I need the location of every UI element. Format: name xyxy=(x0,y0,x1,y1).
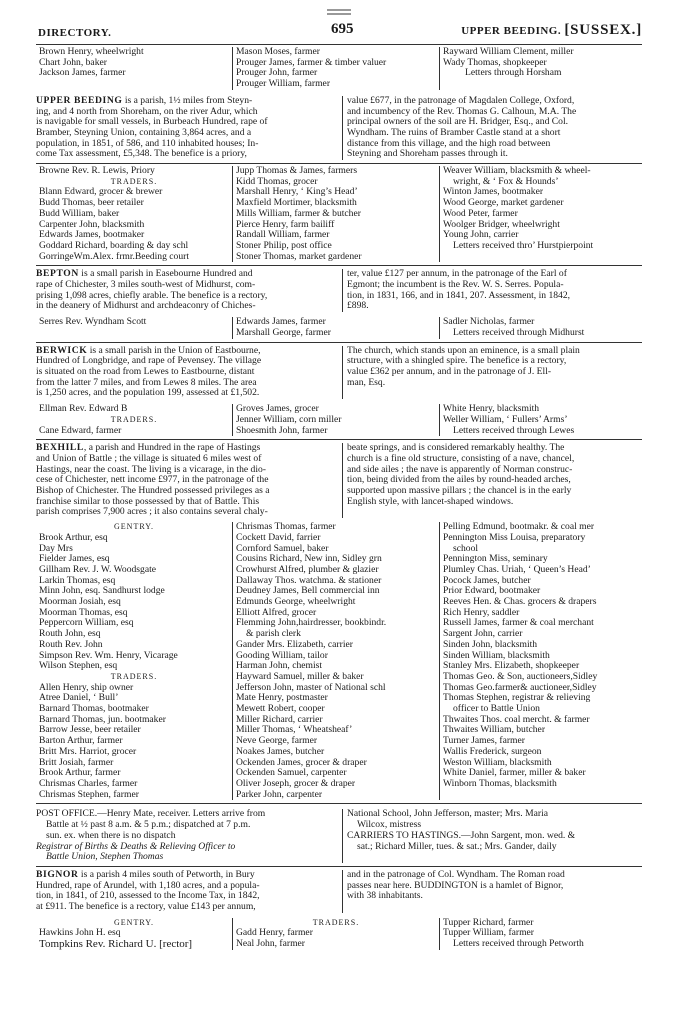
list-item: Wallis Frederick, surgeon xyxy=(443,746,542,757)
list-item: Cousins Richard, New inn, Sidley grn xyxy=(236,554,382,565)
list-item: Goddard Richard, boarding & day schl xyxy=(39,240,189,251)
list-item: Prior Edward, bootmaker xyxy=(443,586,541,597)
text-line: supported upon massive pillars ; the chancel is in the early xyxy=(347,486,572,497)
list-item: Neve George, farmer xyxy=(236,736,318,747)
list-item: Sinden John, blacksmith xyxy=(443,639,538,650)
text-line: tion, in 1841, of 210, assessed to the Income Tax, in 1842, xyxy=(36,891,260,902)
text-line: cese of Chichester, nett income £977, in the patronage of the xyxy=(36,475,269,486)
list-item: Allen Henry, ship owner xyxy=(39,682,134,693)
list-item: Groves James, grocer xyxy=(236,404,319,415)
list-item: Thomas Stephen, registrar & relieving xyxy=(443,693,591,704)
text-line: is a parish 4 miles south of Petworth, in Bury xyxy=(78,869,255,880)
ornament-rule xyxy=(325,8,353,16)
list-item: White Daniel, farmer, miller & baker xyxy=(443,768,586,779)
list-item: Britt Josiah, farmer xyxy=(39,757,114,768)
list-item: Kidd Thomas, grocer xyxy=(236,176,318,187)
list-item: Miller Richard, carrier xyxy=(236,714,323,725)
text-line: and in the patronage of Col. Wyndham. The Roman road xyxy=(347,869,565,880)
list-item: Crowhurst Alfred, plumber & glazier xyxy=(236,564,379,575)
place-name: BIGNOR xyxy=(36,869,79,880)
list-item: Jefferson John, master of National schl xyxy=(236,682,386,693)
bepton-description xyxy=(36,269,642,312)
list-item: Edwards James, farmer xyxy=(236,317,326,328)
list-item: Turner James, farmer xyxy=(443,736,525,747)
list-item: & parish clerk xyxy=(246,629,301,640)
list-item: Harman John, chemist xyxy=(236,661,323,672)
text-line: church is a fine old structure, consisting of a nave, chancel, xyxy=(347,453,575,464)
list-col-2 xyxy=(232,47,439,90)
list-item: Hawkins John H. esq xyxy=(39,928,121,939)
list-item: Pennington Miss, seminary xyxy=(443,554,548,565)
place-name: BERWICK xyxy=(36,345,88,356)
list-item: Fielder James, esq xyxy=(39,554,110,565)
list-item: Marshall Henry, ‘ King’s Head’ xyxy=(236,187,358,198)
list-item: Browne Rev. R. Lewis, Priory xyxy=(39,166,155,177)
list-item: Atree Daniel, ‘ Bull’ xyxy=(39,693,119,704)
list-item: Thomas Geo. & Son, auctioneers,Sidley xyxy=(443,671,598,682)
text-line: man, Esq. xyxy=(347,377,386,388)
place-name: UPPER BEEDING xyxy=(36,95,123,106)
list-item: Hayward Samuel, miller & baker xyxy=(236,671,364,682)
list-item: Chrismas Charles, farmer xyxy=(39,779,138,789)
list-item: Winton James, bootmaker xyxy=(443,187,544,198)
text-line: is situated on the road from Lewes to Eastbourne, distant xyxy=(36,366,255,377)
list-item: Jackson James, farmer xyxy=(39,68,126,79)
text-line: , a parish and Hundred in the rape of Hastings xyxy=(83,443,261,454)
bexhill-list xyxy=(36,522,642,800)
list-item: Wood George, market gardener xyxy=(443,198,564,209)
section-label: TRADERS. xyxy=(110,414,158,424)
list-item: Deudney James, Bell commercial inn xyxy=(236,586,380,597)
text-line: Registrar of Births & Deaths & Relieving Officer to xyxy=(36,841,236,852)
text-line: passes near here. BUDDINGTON is a hamlet of Bignor, xyxy=(347,880,564,891)
place-name: BEPTON xyxy=(36,269,79,280)
list-item: Jenner William, corn miller xyxy=(236,414,342,425)
list-item: Prouger John, farmer xyxy=(236,68,318,79)
text-line: with 38 inhabitants. xyxy=(347,891,423,902)
list-item: Young John, carrier xyxy=(443,230,519,241)
list-item: Reeves Hen. & Chas. grocers & drapers xyxy=(443,597,597,608)
list-item: Weller William, ‘ Fullers’ Arms’ xyxy=(443,414,568,425)
list-item: Britt Mrs. Harriot, grocer xyxy=(39,746,137,757)
text-line: Battle Union, Stephen Thomas xyxy=(46,852,164,863)
bignor-description xyxy=(36,870,642,913)
running-head-county: [SUSSEX.] xyxy=(564,22,642,38)
list-item: Cockett David, farrier xyxy=(236,532,321,543)
text-line: Egmont; the incumbent is the Rev. W. S. Serres. Popula- xyxy=(347,280,564,291)
list-item: Elliott Alfred, grocer xyxy=(236,607,317,618)
list-item: GorringeWm.Alex. frmr.Beeding court xyxy=(39,251,189,262)
page-header xyxy=(36,21,642,44)
list-item: Plumley Chas. Uriah, ‘ Queen’s Head’ xyxy=(443,564,591,575)
upper-beeding-cont-list xyxy=(36,47,642,90)
list-item: Peppercorn William, esq xyxy=(39,618,134,629)
list-item: Maxfield Mortimer, blacksmith xyxy=(236,198,357,209)
list-item: Moorman Josiah, esq xyxy=(39,597,121,608)
list-item: Letters received thro’ Hurstpierpoint xyxy=(453,240,594,251)
list-item: Tompkins Rev. Richard U. [rector] xyxy=(39,939,193,950)
text-line: POST OFFICE.—Henry Mate, receiver. Letters arrive from xyxy=(36,809,266,820)
list-item: Simpson Rev. Wm. Henry, Vicarage xyxy=(39,650,178,661)
text-line: sun. ex. when there is no dispatch xyxy=(46,830,176,841)
text-line: and incumbency of the Rev. Thomas G. Calhoun, M.A. The xyxy=(347,106,577,117)
list-item: White Henry, blacksmith xyxy=(443,404,540,415)
list-item: Mason Moses, farmer xyxy=(236,47,320,57)
list-item: Carpenter John, blacksmith xyxy=(39,219,145,230)
list-item: Cornford Samuel, baker xyxy=(236,543,329,554)
list-item: Dallaway Thos. watchma. & stationer xyxy=(236,575,382,586)
list-item: Gadd Henry, farmer xyxy=(236,928,313,939)
running-head-right xyxy=(461,22,642,38)
list-item: Tupper William, farmer xyxy=(443,928,535,939)
list-item: Letters through Horsham xyxy=(465,68,562,79)
list-item: Barnard Thomas, jun. bootmaker xyxy=(39,714,166,725)
list-item: Edwards James, bootmaker xyxy=(39,230,145,241)
list-item: Winborn Thomas, blacksmith xyxy=(443,779,557,789)
list-item: Weaver William, blacksmith & wheel- xyxy=(443,166,591,177)
list-col-1 xyxy=(36,47,232,90)
text-line: tion, being divided from the ailes by round-headed arches, xyxy=(347,475,571,486)
berwick-list xyxy=(36,404,642,436)
text-line: ter, value £127 per annum, in the patronage of the Earl of xyxy=(347,269,567,280)
text-line: Bishop of Chichester. The Hundred possessed privileges as a xyxy=(36,486,270,497)
list-item: Ockenden Samuel, carpenter xyxy=(236,768,347,779)
text-line: Steyning and Shoreham passes through it. xyxy=(347,149,508,160)
text-line: is a small parish in Easebourne Hundred and xyxy=(78,269,253,280)
section-label: TRADERS. xyxy=(110,671,158,681)
text-line: structure, with a shingled spire. The benefice is a rectory, xyxy=(347,356,567,367)
list-item: Minn John, esq. Sandhurst lodge xyxy=(39,586,165,597)
list-item: Neal John, farmer xyxy=(236,939,305,950)
text-line: sat.; Richard Miller, tues. & sat.; Mrs. Gander, daily xyxy=(357,841,557,852)
text-line: is navigable for small vessels, in Burbeach Hundred, rape of xyxy=(36,117,268,128)
running-head-place: UPPER BEEDING. xyxy=(461,25,562,37)
list-item: Thomas Geo.farmer& auctioneer,Sidley xyxy=(443,682,597,693)
berwick-description xyxy=(36,346,642,400)
text-line: Hundred, rape of Arundel, with 1,180 acres, and a popula- xyxy=(36,880,260,891)
list-item: Miller Thomas, ‘ Wheatsheaf’ xyxy=(236,725,353,736)
list-item: Rich Henry, saddler xyxy=(443,607,520,618)
list-item: Brook Arthur, farmer xyxy=(39,768,121,779)
list-item: Day Mrs xyxy=(39,543,73,554)
list-item: Blann Edward, grocer & brewer xyxy=(39,187,163,198)
text-line: value £677, in the patronage of Magdalen College, Oxford, xyxy=(347,95,575,106)
list-item: Ellman Rev. Edward B xyxy=(39,404,128,415)
text-line: is a parish, 1½ miles from Steyn- xyxy=(122,95,253,106)
list-item: Mewett Robert, cooper xyxy=(236,704,325,715)
list-item: Wady Thomas, shopkeeper xyxy=(443,57,547,68)
list-item: Sinden William, blacksmith xyxy=(443,650,550,661)
list-item: Letters received through Petworth xyxy=(453,939,584,950)
text-line: from the latter 7 miles, and from Lewes 8 miles. The area xyxy=(36,377,257,388)
list-item: Noakes James, butcher xyxy=(236,746,325,757)
text-line: is a small parish in the Union of Eastbourne, xyxy=(87,345,261,356)
text-line: Hastings, near the coast. The living is a vicarage, in the dio- xyxy=(36,464,267,475)
list-item: Oliver Joseph, grocer & draper xyxy=(236,779,356,789)
text-line: at £911. The benefice is a rectory, value £143 per annum, xyxy=(36,902,256,913)
list-col-3 xyxy=(439,47,642,90)
list-item: Budd William, baker xyxy=(39,208,120,219)
list-item: school xyxy=(453,543,479,554)
list-item: Larkin Thomas, esq xyxy=(39,575,116,586)
list-item: Parker John, carpenter xyxy=(236,789,323,800)
list-item: Chrismas Stephen, farmer xyxy=(39,789,139,800)
list-item: Weston William, blacksmith xyxy=(443,757,552,768)
list-item: Chart John, baker xyxy=(39,57,107,68)
list-item: Gander Mrs. Elizabeth, carrier xyxy=(236,639,353,650)
list-item: Pennington Miss Louisa, preparatory xyxy=(443,532,586,543)
running-head-left: DIRECTORY. xyxy=(38,27,112,39)
list-item: Thwaites Thos. coal mercht. & farmer xyxy=(443,714,590,725)
list-item: Ockenden James, grocer & draper xyxy=(236,757,367,768)
bexhill-description xyxy=(36,443,642,518)
list-item: Routh John, esq xyxy=(39,629,101,640)
text-line: National School, John Jefferson, master; Mrs. Maria xyxy=(347,809,548,820)
text-line: come Tax assessment, £5,348. The benefice is a priory, xyxy=(36,149,247,160)
text-line: prising 1,098 acres, chiefly arable. The benefice is a rectory, xyxy=(36,290,268,301)
list-item: Gillham Rev. J. W. Woodsgate xyxy=(39,564,157,575)
list-item: Routh Rev. John xyxy=(39,639,103,650)
list-item: Marshall George, farmer xyxy=(236,327,331,338)
list-item: Gooding William, tailor xyxy=(236,650,328,661)
list-item: Wilson Stephen, esq xyxy=(39,661,118,672)
list-item: Cane Edward, farmer xyxy=(39,425,122,436)
text-line: Battle at ½ past 8 a.m. & 5 p.m.; dispatched at 7 p.m. xyxy=(46,820,251,831)
list-item: Pelling Edmund, bootmakr. & coal mer xyxy=(443,522,595,533)
list-item: Pierce Henry, farm bailiff xyxy=(236,219,335,230)
text-line: Bramber, Steyning Union, containing 3,864 acres, and a xyxy=(36,127,252,138)
text-line: The church, which stands upon an eminence, is a small plain xyxy=(347,345,580,356)
upper-beeding-description xyxy=(36,96,642,160)
text-line: rape of Chichester, 3 miles south-west of Midhurst, com- xyxy=(36,280,256,291)
list-item: Russell James, farmer & coal merchant xyxy=(443,618,594,629)
page-number: 695 xyxy=(331,21,354,37)
text-line: principal owners of the soil are H. Bridger, Esq., and Col. xyxy=(347,117,569,128)
bignor-list xyxy=(36,918,642,950)
list-item: Shoesmith John, farmer xyxy=(236,425,328,436)
section-label: GENTRY. xyxy=(114,917,154,927)
bexhill-post-office xyxy=(36,809,642,863)
text-line: Wyndham. The ruins of Bramber Castle stand at a short xyxy=(347,127,561,138)
list-item: Budd Thomas, beer retailer xyxy=(39,198,144,209)
text-line: distance from this village, and the high road between xyxy=(347,138,551,149)
text-line: £898. xyxy=(347,301,369,312)
list-item: Woolger Bridger, wheelwright xyxy=(443,219,560,230)
list-item: Sargent John, carrier xyxy=(443,629,523,640)
list-item: officer to Battle Union xyxy=(453,704,540,715)
list-item: Thwaites William, butcher xyxy=(443,725,546,736)
list-item: wright, & ‘ Fox & Hounds’ xyxy=(453,176,559,187)
list-item: Mills William, farmer & butcher xyxy=(236,208,361,219)
text-line: value £362 per annum, and in the patronage of J. Ell- xyxy=(347,366,552,377)
text-line: population, in 1851, of 586, and 110 inhabited houses; In- xyxy=(36,138,259,149)
list-item: Barrow Jesse, beer retailer xyxy=(39,725,141,736)
list-item: Serres Rev. Wyndham Scott xyxy=(39,317,147,328)
text-line: in the deanery of Midhurst and archdeaconry of Chiches- xyxy=(36,301,256,312)
text-line: beate springs, and is considered remarkably healthy. The xyxy=(347,443,565,454)
list-item: Rayward William Clement, miller xyxy=(443,47,574,57)
list-item: Wood Peter, farmer xyxy=(443,208,518,219)
text-line: CARRIERS TO HASTINGS.—John Sargent, mon. wed. & xyxy=(347,830,576,841)
list-item: Tupper Richard, farmer xyxy=(443,917,534,928)
list-item: Mate Henry, postmaster xyxy=(236,693,328,704)
list-item: Randall William, farmer xyxy=(236,230,330,241)
upper-beeding-list xyxy=(36,166,642,262)
list-item: Prouger William, farmer xyxy=(236,79,331,90)
list-item: Barton Arthur, farmer xyxy=(39,736,123,747)
text-line: tion, in 1831, 166, and in 1841, 207. Assessment, in 1842, xyxy=(347,290,571,301)
list-item: Stoner Philip, post office xyxy=(236,240,332,251)
list-item: Brown Henry, wheelwright xyxy=(39,47,144,57)
bepton-list xyxy=(36,317,642,338)
list-item: Stanley Mrs. Elizabeth, shopkeeper xyxy=(443,661,580,672)
text-line: and side ailes ; the nave is apparently of Norman construc- xyxy=(347,464,573,475)
list-item: Flemming John,hairdresser, bookbindr. xyxy=(236,618,387,629)
text-line: Hundred of Longbridge, and rape of Pevensey. The village xyxy=(36,356,262,367)
list-item: Pocock James, butcher xyxy=(443,575,531,586)
place-name: BEXHILL xyxy=(36,443,84,454)
text-line: English style, with lancet-shaped windows. xyxy=(347,496,514,507)
list-item: Barnard Thomas, bootmaker xyxy=(39,704,149,715)
section-label: GENTRY. xyxy=(114,522,154,532)
list-item: Edmunds George, wheelwright xyxy=(236,597,356,608)
list-item: Letters received through Midhurst xyxy=(453,327,585,338)
list-item: Sadler Nicholas, farmer xyxy=(443,317,535,328)
list-item: Prouger James, farmer & timber valuer xyxy=(236,57,387,68)
list-item: Letters received through Lewes xyxy=(453,425,575,436)
section-label: TRADERS. xyxy=(312,917,360,927)
text-line: is 1,250 acres, and the population 199, assessed at £1,502. xyxy=(36,388,260,399)
list-item: Brook Arthur, esq xyxy=(39,532,108,543)
directory-page xyxy=(36,8,642,950)
list-item: Jupp Thomas & James, farmers xyxy=(236,166,358,177)
text-line: franchise similar to those possessed by that of Battle. This xyxy=(36,496,260,507)
text-line: ing, and 4 north from Shoreham, on the river Adur, which xyxy=(36,106,258,117)
text-line: and Union of Battle ; the village is situated 6 miles west of xyxy=(36,453,262,464)
text-line: parish comprises 7,900 acres ; it also contains several chaly- xyxy=(36,507,268,518)
section-label: TRADERS. xyxy=(110,176,158,186)
text-line: Wilcox, mistress xyxy=(357,820,422,831)
list-item: Stoner Thomas, market gardener xyxy=(236,251,362,262)
list-item: Chrismas Thomas, farmer xyxy=(236,522,336,533)
list-item: Moorman Thomas, esq xyxy=(39,607,128,618)
